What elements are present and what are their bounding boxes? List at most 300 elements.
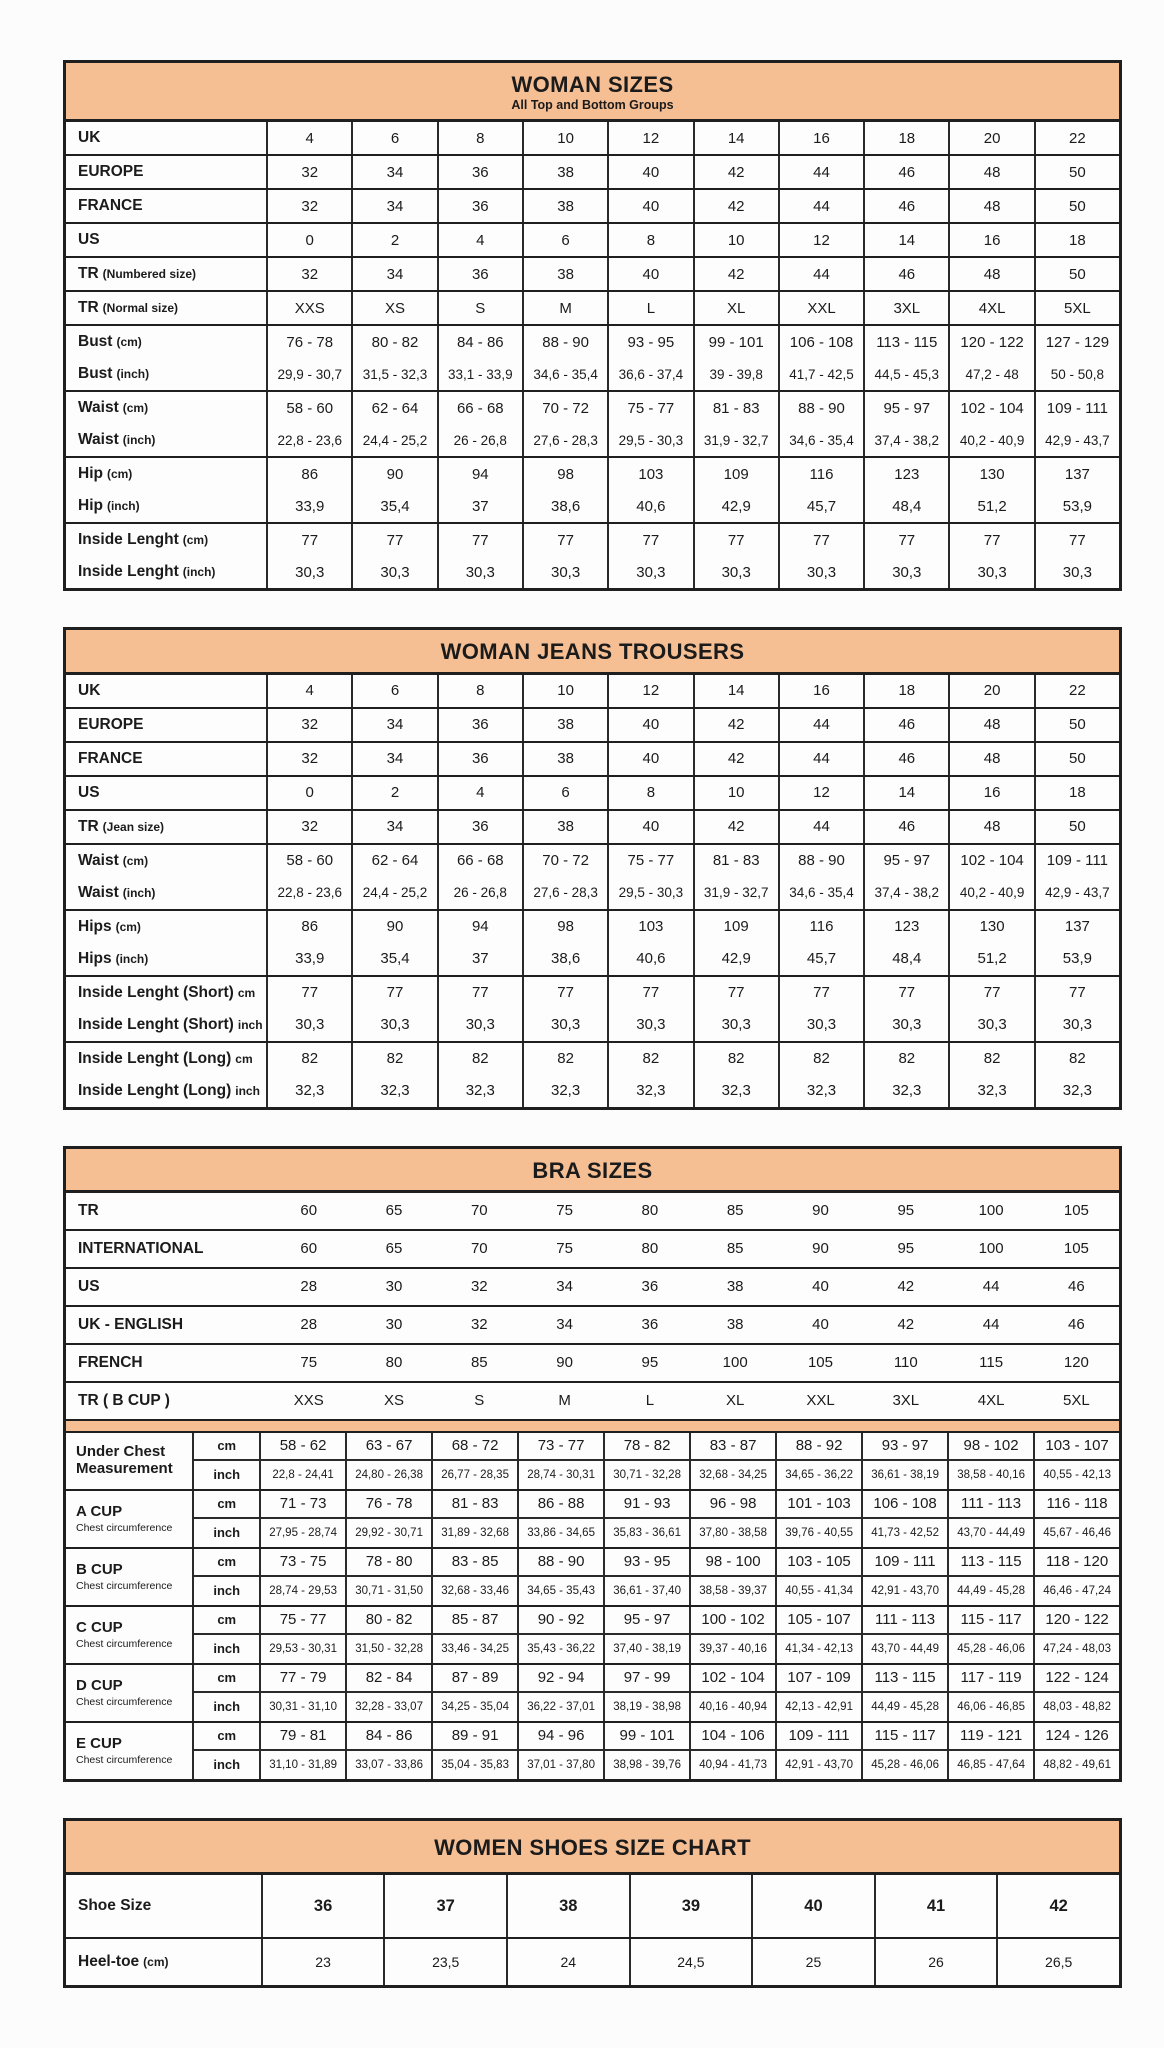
value-cell: 50 xyxy=(1034,811,1119,843)
value-cell: 51,2 xyxy=(948,490,1033,522)
value-cell: 77 xyxy=(948,524,1033,556)
value-cell: 82 xyxy=(863,1043,948,1075)
value-cell: 36 xyxy=(437,258,522,290)
value-cell: 95 - 97 xyxy=(863,845,948,877)
value-cell: 96 - 98 xyxy=(689,1491,775,1519)
table-row xyxy=(66,675,1119,707)
value-cell: 34 xyxy=(351,190,436,222)
value-cell: 39 - 39,8 xyxy=(693,358,778,390)
value-cell: 42 xyxy=(693,811,778,843)
value-cell: 32 xyxy=(266,709,351,741)
row-label-note: (inch) xyxy=(116,367,150,382)
value-cell: 4XL xyxy=(977,1392,1005,1410)
cup-group xyxy=(66,1489,1119,1547)
table-row xyxy=(194,1461,1119,1489)
value-cell: 46 xyxy=(863,190,948,222)
value-cell: 30,3 xyxy=(437,1009,522,1041)
row-group xyxy=(66,975,1119,1041)
value-cell: 41,73 - 42,52 xyxy=(861,1519,947,1547)
value-cell: 39 xyxy=(629,1875,752,1937)
row-label-text: Hips xyxy=(78,949,112,967)
value-cell: 22 xyxy=(1034,675,1119,707)
value-cell: 5XL xyxy=(1034,292,1119,324)
value-cell: 65 xyxy=(385,1202,403,1220)
row-group xyxy=(66,1193,1119,1229)
value-cell: 102 - 104 xyxy=(948,845,1033,877)
value-cell: 77 xyxy=(948,977,1033,1009)
value-cell: 44 xyxy=(778,190,863,222)
value-cell: 44,49 - 45,28 xyxy=(861,1693,947,1721)
value-cell: 30,71 - 32,28 xyxy=(603,1461,689,1489)
unit-label: cm xyxy=(194,1607,259,1635)
value-cell: 110 xyxy=(893,1354,918,1372)
value-cell: 40 xyxy=(812,1316,829,1334)
row-label xyxy=(66,877,266,909)
value-cell: 36,22 - 37,01 xyxy=(517,1693,603,1721)
row-label-text: Shoe Size xyxy=(78,1897,152,1915)
value-cell: 87 - 89 xyxy=(431,1665,517,1693)
table-row xyxy=(66,224,1119,256)
value-cell: 38 xyxy=(522,190,607,222)
value-cell: 34 xyxy=(351,743,436,775)
value-cell: 109 xyxy=(693,458,778,490)
value-cell: 77 - 79 xyxy=(259,1665,345,1693)
value-cell: 29,5 - 30,3 xyxy=(607,424,692,456)
value-cell: 30,3 xyxy=(778,556,863,588)
table-row xyxy=(66,326,1119,358)
value-cell: 95 xyxy=(897,1202,915,1220)
value-cell: 85 xyxy=(470,1354,488,1372)
value-cell: 38 xyxy=(522,709,607,741)
row-label-text: FRANCE xyxy=(78,749,143,767)
row-label-text: Bust xyxy=(78,365,113,383)
unit-label: cm xyxy=(194,1433,259,1461)
value-cell: 77 xyxy=(266,524,351,556)
value-cell: 90 xyxy=(812,1240,829,1258)
row-label xyxy=(66,358,266,390)
cup-rows xyxy=(192,1491,1119,1547)
value-cell: 70 - 72 xyxy=(522,392,607,424)
value-cell: 32,3 xyxy=(948,1075,1033,1107)
cup-group xyxy=(66,1433,1119,1489)
table-title: WOMEN SHOES SIZE CHART xyxy=(434,1834,751,1860)
value-cell: 107 - 109 xyxy=(775,1665,861,1693)
cup-label xyxy=(66,1549,192,1605)
value-cell: 50 xyxy=(1034,190,1119,222)
row-label xyxy=(66,977,266,1009)
value-cell: 77 xyxy=(863,977,948,1009)
table-row xyxy=(66,1075,1119,1107)
row-group xyxy=(66,707,1119,741)
row-group xyxy=(66,909,1119,975)
value-cell: 48,03 - 48,82 xyxy=(1033,1693,1119,1721)
value-cell: 0 xyxy=(266,224,351,256)
value-cell: 33,1 - 33,9 xyxy=(437,358,522,390)
value-cell: 41 xyxy=(874,1875,997,1937)
row-label xyxy=(66,1231,266,1267)
value-cell: 98 - 100 xyxy=(689,1549,775,1577)
cup-label xyxy=(66,1665,192,1721)
row-label-text: Heel-toe xyxy=(78,1953,140,1971)
value-cell: L xyxy=(645,1392,655,1410)
cup-name: A CUP xyxy=(76,1503,123,1521)
value-cell: 36,61 - 37,40 xyxy=(603,1577,689,1605)
value-cell: 77 xyxy=(1034,977,1119,1009)
value-cell: 35,43 - 36,22 xyxy=(517,1635,603,1663)
row-label xyxy=(66,675,266,707)
value-cell: 38 xyxy=(506,1875,629,1937)
value-cell: 28 xyxy=(300,1316,318,1334)
value-cell: 130 xyxy=(948,911,1033,943)
table-row xyxy=(194,1635,1119,1663)
cup-label xyxy=(66,1433,192,1489)
value-cell: 44 xyxy=(778,156,863,188)
value-cell: 42 xyxy=(693,156,778,188)
value-cell: 75 xyxy=(300,1354,318,1372)
cup-name: E CUP xyxy=(76,1735,122,1753)
value-cell: 12 xyxy=(778,224,863,256)
bra-band-section xyxy=(66,1193,1119,1419)
value-cell: 93 - 95 xyxy=(607,326,692,358)
value-cell: 2 xyxy=(351,224,436,256)
row-label-text: TR xyxy=(78,817,99,835)
row-group xyxy=(66,775,1119,809)
value-cell: 36 xyxy=(437,709,522,741)
value-cell: 38,19 - 38,98 xyxy=(603,1693,689,1721)
value-cell: 42,13 - 42,91 xyxy=(775,1693,861,1721)
value-cell: 62 - 64 xyxy=(351,845,436,877)
table-row xyxy=(66,811,1119,843)
cup-rows xyxy=(192,1665,1119,1721)
table-row xyxy=(66,1193,1119,1229)
value-cell: 30,71 - 31,50 xyxy=(345,1577,431,1605)
value-cell: 34 xyxy=(556,1316,573,1334)
table-row xyxy=(66,392,1119,424)
table-title: WOMAN JEANS TROUSERS xyxy=(440,639,745,665)
value-cell: XS xyxy=(351,292,436,324)
table-row xyxy=(66,524,1119,556)
value-cell: 40,2 - 40,9 xyxy=(948,877,1033,909)
unit-label: inch xyxy=(213,1467,241,1483)
value-cell: 70 - 72 xyxy=(522,845,607,877)
value-cell: 8 xyxy=(437,675,522,707)
row-label-text: Waist xyxy=(78,851,119,869)
row-label-text: Waist xyxy=(78,431,119,449)
table-row xyxy=(66,190,1119,222)
value-cell: 34,6 - 35,4 xyxy=(778,424,863,456)
cup-subtitle: Chest circumference xyxy=(76,1637,173,1650)
row-group xyxy=(66,154,1119,188)
value-cell: 76 - 78 xyxy=(345,1491,431,1519)
value-cell: 42 xyxy=(897,1278,915,1296)
value-cell: 58 - 60 xyxy=(266,392,351,424)
row-label-note: (inch) xyxy=(115,951,149,966)
value-cell: 46,85 - 47,64 xyxy=(947,1751,1033,1779)
value-cell: 115 - 117 xyxy=(947,1607,1033,1635)
value-cell: 40 xyxy=(607,709,692,741)
value-cell: S xyxy=(437,292,522,324)
value-cell: 12 xyxy=(607,122,692,154)
value-cell: 119 - 121 xyxy=(947,1723,1033,1751)
value-cell: 80 xyxy=(641,1202,659,1220)
row-label-text: TR xyxy=(78,265,99,283)
value-cell: 14 xyxy=(863,224,948,256)
cup-name: B CUP xyxy=(76,1561,123,1579)
row-label-text: US xyxy=(78,783,100,801)
value-cell: 44 xyxy=(778,811,863,843)
value-cell: 82 xyxy=(693,1043,778,1075)
row-label-text: EUROPE xyxy=(78,163,144,181)
value-cell: 42 xyxy=(996,1875,1119,1937)
value-cell: 46,46 - 47,24 xyxy=(1033,1577,1119,1605)
value-cell: 10 xyxy=(693,777,778,809)
row-label-text: US xyxy=(78,1277,100,1295)
value-cell: 82 xyxy=(437,1043,522,1075)
cup-group xyxy=(66,1663,1119,1721)
table-row xyxy=(66,977,1119,1009)
value-cell: 50 xyxy=(1034,743,1119,775)
value-cell: 25 xyxy=(751,1939,874,1985)
row-group xyxy=(66,522,1119,588)
value-cell: 53,9 xyxy=(1034,490,1119,522)
value-cell: 30,3 xyxy=(948,1009,1033,1041)
value-cell: 4 xyxy=(437,224,522,256)
value-cell: 78 - 82 xyxy=(603,1433,689,1461)
value-cell: 97 - 99 xyxy=(603,1665,689,1693)
value-cell: 30,31 - 31,10 xyxy=(259,1693,345,1721)
value-cell: 109 - 111 xyxy=(1034,845,1119,877)
row-group xyxy=(66,1305,1119,1343)
row-label xyxy=(66,556,266,588)
value-cell: 18 xyxy=(1034,777,1119,809)
row-label xyxy=(66,743,266,775)
value-cell: 37,40 - 38,19 xyxy=(603,1635,689,1663)
value-cell: 22,8 - 24,41 xyxy=(259,1461,345,1489)
table-row xyxy=(194,1693,1119,1721)
value-cell: 6 xyxy=(522,224,607,256)
value-cell: 46 xyxy=(863,743,948,775)
value-cell: 45,7 xyxy=(778,943,863,975)
value-cell: 109 - 111 xyxy=(861,1549,947,1577)
value-cell: 37,4 - 38,2 xyxy=(863,877,948,909)
table-row xyxy=(66,943,1119,975)
value-cell: 32 xyxy=(266,190,351,222)
value-cell: 46 xyxy=(1068,1316,1085,1334)
unit-label: cm xyxy=(194,1549,259,1577)
value-cell: 29,5 - 30,3 xyxy=(607,877,692,909)
row-group xyxy=(66,741,1119,775)
cup-name: D CUP xyxy=(76,1677,123,1695)
row-label-text: Hip xyxy=(78,497,103,515)
value-cell: 36 xyxy=(641,1278,659,1296)
value-cell: 42,9 - 43,7 xyxy=(1034,424,1119,456)
value-cell: 50 - 50,8 xyxy=(1034,358,1119,390)
value-cell: 115 - 117 xyxy=(861,1723,947,1751)
row-label-note: (cm) xyxy=(122,853,149,868)
value-cell: 30,3 xyxy=(693,556,778,588)
value-cell: 75 xyxy=(556,1240,573,1258)
row-label-note: cm xyxy=(237,985,256,1000)
value-cell: 40 xyxy=(607,156,692,188)
row-label-text: UK xyxy=(78,129,101,147)
woman-sizes-table xyxy=(63,60,1122,591)
bra-cups-section xyxy=(66,1433,1119,1779)
value-cell: 95 - 97 xyxy=(603,1607,689,1635)
value-cell: 30,3 xyxy=(351,1009,436,1041)
value-cell: 23 xyxy=(261,1939,384,1985)
row-label-note: (cm) xyxy=(116,335,142,350)
value-cell: 36,61 - 38,19 xyxy=(861,1461,947,1489)
value-cell: 82 xyxy=(778,1043,863,1075)
value-cell: 106 - 108 xyxy=(778,326,863,358)
cup-name: Under Chest Measurement xyxy=(76,1443,173,1477)
value-cell: 40,2 - 40,9 xyxy=(948,424,1033,456)
value-cell: 89 - 91 xyxy=(431,1723,517,1751)
row-label-text: Hips xyxy=(78,917,112,935)
value-cell: XS xyxy=(384,1392,405,1410)
value-cell: 77 xyxy=(1034,524,1119,556)
value-cell: 5XL xyxy=(1063,1392,1090,1410)
value-cell: 30,3 xyxy=(266,1009,351,1041)
value-cell: 88 - 90 xyxy=(522,326,607,358)
value-cell: 26 - 26,8 xyxy=(437,424,522,456)
value-cell: M xyxy=(558,1392,571,1410)
row-label-note: inch xyxy=(235,1083,260,1098)
value-cell: 38 xyxy=(522,258,607,290)
row-label-text: Waist xyxy=(78,399,119,417)
value-cell: 23,5 xyxy=(383,1939,506,1985)
value-cell: 32 xyxy=(266,156,351,188)
value-cell: 109 - 111 xyxy=(1034,392,1119,424)
value-cell: 37,01 - 37,80 xyxy=(517,1751,603,1779)
unit-label: cm xyxy=(194,1491,259,1519)
row-group xyxy=(66,1875,1119,1937)
value-cell: 116 xyxy=(778,911,863,943)
row-group xyxy=(66,390,1119,456)
cup-group xyxy=(66,1721,1119,1779)
value-cell: 12 xyxy=(607,675,692,707)
value-cell: 93 - 97 xyxy=(861,1433,947,1461)
women-shoes-body xyxy=(66,1875,1119,1985)
cup-rows xyxy=(192,1607,1119,1663)
value-cell: 45,67 - 46,46 xyxy=(1033,1519,1119,1547)
value-cell: XXL xyxy=(806,1392,835,1410)
value-cell: 10 xyxy=(693,224,778,256)
value-cell: 66 - 68 xyxy=(437,392,522,424)
row-label-note: (Normal size) xyxy=(102,301,179,316)
row-group xyxy=(66,122,1119,154)
row-label-note: inch xyxy=(237,1017,263,1032)
value-cell: 137 xyxy=(1034,458,1119,490)
value-cell: 77 xyxy=(778,524,863,556)
row-label xyxy=(66,190,266,222)
value-cell: 31,10 - 31,89 xyxy=(259,1751,345,1779)
table-row xyxy=(194,1519,1119,1547)
value-cell: 83 - 85 xyxy=(431,1549,517,1577)
value-cell: 30,3 xyxy=(1034,556,1119,588)
value-cell: 94 xyxy=(437,458,522,490)
value-cell: 82 xyxy=(266,1043,351,1075)
value-cell: 20 xyxy=(948,122,1033,154)
row-label-text: Inside Lenght (Short) xyxy=(78,983,234,1001)
value-cell: 42,91 - 43,70 xyxy=(775,1751,861,1779)
value-cell: 20 xyxy=(948,675,1033,707)
value-cell: 32,68 - 33,46 xyxy=(431,1577,517,1605)
value-cell: 16 xyxy=(778,675,863,707)
value-cell: 60 xyxy=(300,1202,318,1220)
value-cell: 82 xyxy=(607,1043,692,1075)
row-label-text: US xyxy=(78,231,100,249)
value-cell: 36 xyxy=(437,156,522,188)
value-cell: 32,68 - 34,25 xyxy=(689,1461,775,1489)
value-cell: 92 - 94 xyxy=(517,1665,603,1693)
value-cell: 32 xyxy=(266,811,351,843)
value-cell: 16 xyxy=(778,122,863,154)
row-label-text: Inside Lenght (Long) xyxy=(78,1049,232,1067)
value-cell: 8 xyxy=(437,122,522,154)
value-cell: 50 xyxy=(1034,709,1119,741)
value-cell: 66 - 68 xyxy=(437,845,522,877)
value-cell: 43,70 - 44,49 xyxy=(861,1635,947,1663)
value-cell: 30,3 xyxy=(437,556,522,588)
value-cell: 88 - 90 xyxy=(517,1549,603,1577)
value-cell: 31,9 - 32,7 xyxy=(693,424,778,456)
value-cell: 29,53 - 30,31 xyxy=(259,1635,345,1663)
table-title: BRA SIZES xyxy=(532,1157,653,1183)
row-group xyxy=(66,290,1119,324)
value-cell: 94 xyxy=(437,911,522,943)
value-cell: 106 - 108 xyxy=(861,1491,947,1519)
table-row xyxy=(66,258,1119,290)
value-cell: 34 xyxy=(351,811,436,843)
table-row xyxy=(194,1607,1119,1635)
bra-sizes-header xyxy=(66,1149,1119,1193)
value-cell: 116 - 118 xyxy=(1033,1491,1119,1519)
table-row xyxy=(66,458,1119,490)
value-cell: 83 - 87 xyxy=(689,1433,775,1461)
value-cell: 26,77 - 28,35 xyxy=(431,1461,517,1489)
row-label-text: Inside Lenght (Short) xyxy=(78,1015,234,1033)
table-row xyxy=(66,877,1119,909)
value-cell: 105 - 107 xyxy=(775,1607,861,1635)
value-cell: 6 xyxy=(351,122,436,154)
value-cell: 120 xyxy=(1063,1354,1089,1372)
unit-label: cm xyxy=(194,1665,259,1693)
value-cell: 80 xyxy=(641,1240,659,1258)
row-label-text: FRENCH xyxy=(78,1353,143,1371)
value-cell: 46 xyxy=(863,709,948,741)
value-cell: 4XL xyxy=(948,292,1033,324)
value-cell: 42,91 - 43,70 xyxy=(861,1577,947,1605)
value-cell: 38,98 - 39,76 xyxy=(603,1751,689,1779)
row-label xyxy=(66,1009,266,1041)
row-group xyxy=(66,1381,1119,1419)
value-cell: 3XL xyxy=(892,1392,920,1410)
value-cell: 32,28 - 33,07 xyxy=(345,1693,431,1721)
value-cell: 6 xyxy=(351,675,436,707)
value-cell: 34 xyxy=(351,156,436,188)
cup-subtitle: Chest circumference xyxy=(76,1753,173,1766)
cup-subtitle: Chest circumference xyxy=(76,1579,173,1592)
row-label-text: TR ( B CUP ) xyxy=(78,1391,170,1409)
value-cell: 77 xyxy=(351,524,436,556)
value-cell: 68 - 72 xyxy=(431,1433,517,1461)
value-cell: 26 - 26,8 xyxy=(437,877,522,909)
value-cell: 30,3 xyxy=(778,1009,863,1041)
value-cell: 48,4 xyxy=(863,490,948,522)
row-label xyxy=(66,524,266,556)
value-cell: 30,3 xyxy=(948,556,1033,588)
